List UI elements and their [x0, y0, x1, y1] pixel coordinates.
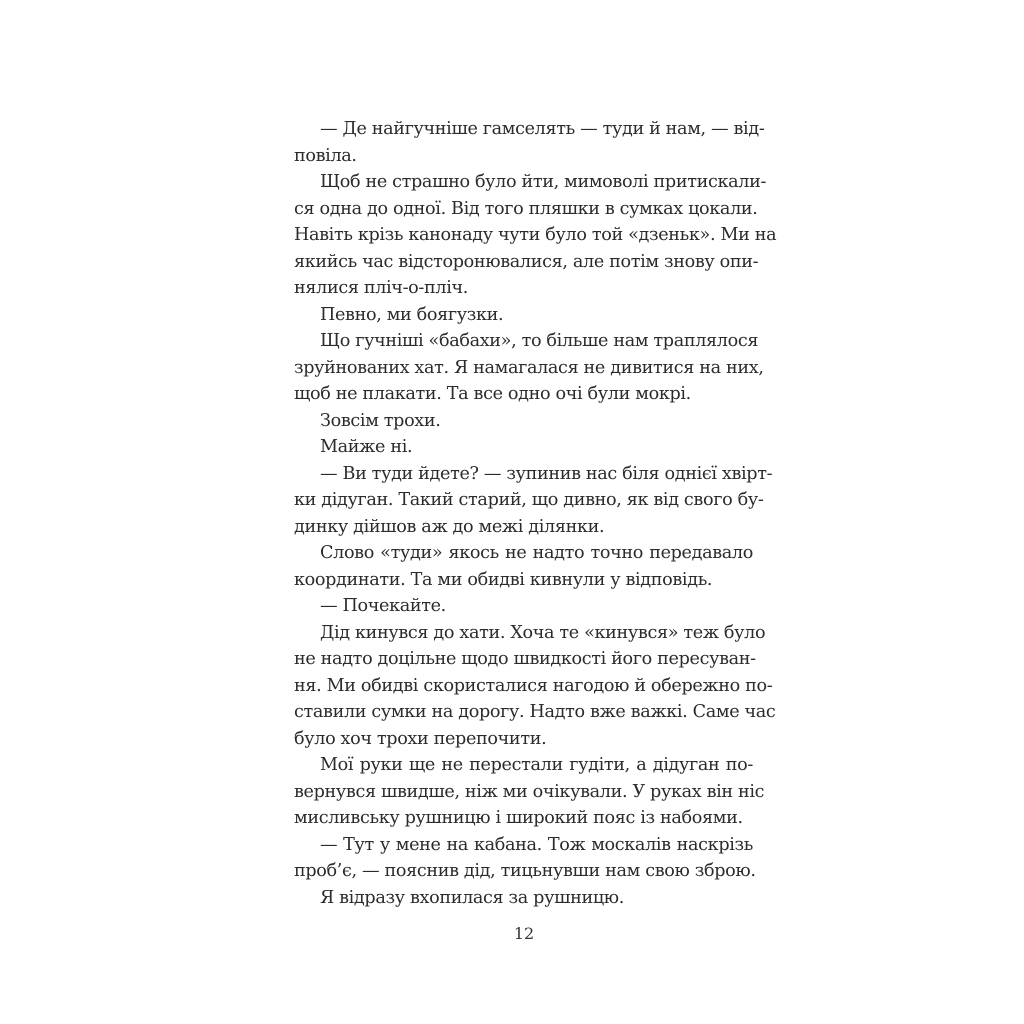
text-line: Я відразу вхопилася за рушницю. — [320, 887, 625, 908]
paragraph — [294, 540, 753, 593]
text-line: Навіть крізь канонаду чути було той «дзеньк». Ми на — [294, 225, 777, 245]
text-line: — Ви туди йдете? — зупинив нас біля однієї хвірт- — [320, 463, 773, 484]
paragraph — [294, 752, 765, 832]
text-line: щоб не плакати. Та все одно очі були мокрі. — [294, 384, 691, 404]
paragraph — [294, 593, 753, 620]
page-number: 12 — [513, 924, 535, 943]
text-line: Зовсім трохи. — [320, 410, 441, 431]
text-line: вернувся швидше, ніж ми очікували. У руках він ніс — [294, 781, 765, 802]
text-line: проб’є, — пояснив дід, тицьнувши нам свою зброю. — [294, 861, 756, 881]
text-line: Мої руки ще не перестали гудіти, а дідуган по- — [320, 755, 753, 775]
text-line: якийсь час відсторонювалися, але потім знову опи- — [294, 251, 759, 272]
text-line: Щоб не страшно було йти, мимоволі притискали- — [320, 172, 767, 192]
text-line: ня. Ми обидві скористалися нагодою й обережно по- — [294, 675, 773, 696]
text-line: Майже ні. — [320, 437, 413, 457]
paragraph — [294, 885, 753, 912]
paragraph — [294, 832, 756, 885]
text-line: — Тут у мене на кабана. Тож москалів наскрізь — [320, 834, 753, 855]
text-line: мисливську рушницю і широкий пояс із набоями. — [294, 808, 743, 828]
paragraph — [294, 408, 753, 435]
paragraph — [294, 434, 753, 461]
text-line: — Де найгучніше гамселять — туди й нам, — від- — [320, 119, 765, 139]
text-line: було хоч трохи перепочити. — [294, 728, 547, 749]
text-line: не надто доцільне щодо швидкості його пересуван- — [294, 649, 756, 669]
text-line: Слово «туди» якось не надто точно передавало — [320, 543, 753, 563]
paragraph — [294, 302, 753, 329]
paragraph — [294, 461, 773, 541]
paragraph — [294, 116, 765, 169]
text-line: повіла. — [294, 145, 357, 166]
text-line: ся одна до одної. Від того пляшки в сумках цокали. — [294, 198, 758, 219]
text-line: ки дідуган. Такий старий, що дивно, як від свого бу- — [294, 490, 764, 510]
text-line: Певно, ми боягузки. — [320, 304, 504, 325]
paragraph — [294, 620, 776, 753]
text-line: динку дійшов аж до межі ділянки. — [294, 516, 605, 537]
text-line: — Почекайте. — [320, 596, 446, 616]
text-line: Що гучніші «бабахи», то більше нам траплялося — [320, 331, 759, 351]
text-line: зруйнованих хат. Я намагалася не дивитися на них, — [294, 357, 764, 378]
text-line: координати. Та ми обидві кивнули у відповідь. — [294, 569, 713, 590]
text-line: Дід кинувся до хати. Хоча те «кинувся» теж було — [320, 622, 766, 643]
paragraph — [294, 169, 777, 302]
text-line: нялися пліч-о-пліч. — [294, 278, 469, 298]
paragraph — [294, 328, 764, 408]
page-body-text — [294, 116, 777, 911]
text-line: ставили сумки на дорогу. Надто вже важкі. Саме час — [294, 702, 776, 722]
